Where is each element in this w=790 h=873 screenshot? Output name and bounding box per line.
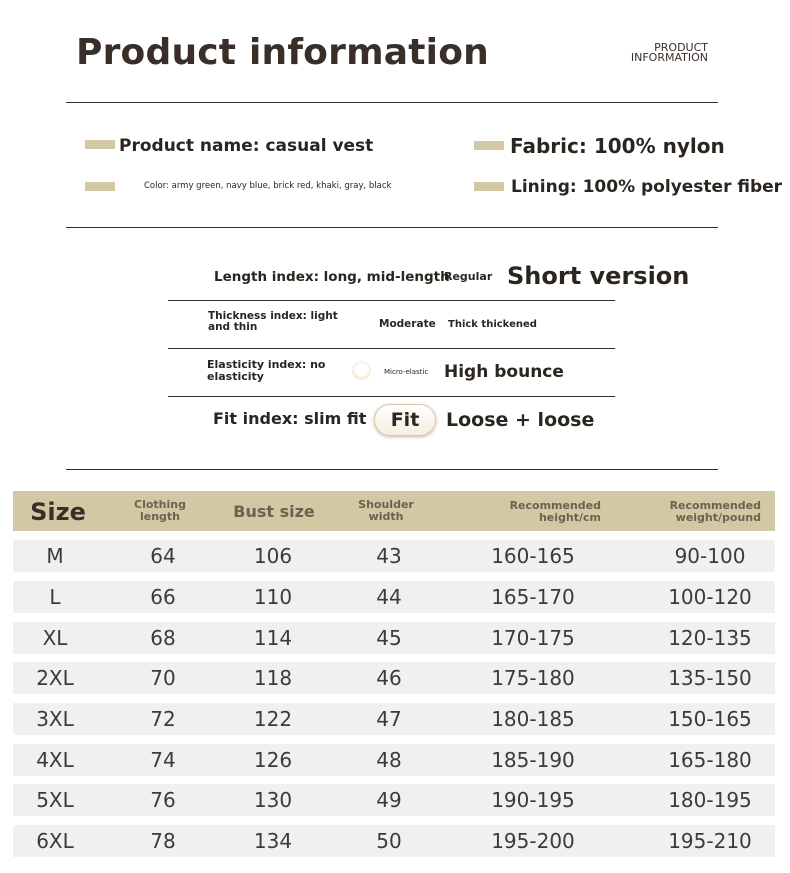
cell-size: 6XL bbox=[36, 829, 74, 853]
index-divider bbox=[168, 348, 615, 349]
cell-bust-size: 130 bbox=[253, 788, 293, 812]
cell-clothing-length: 70 bbox=[150, 666, 176, 690]
header-recommended-weight: Recommended weight/pound bbox=[669, 499, 761, 524]
elasticity-index-label: Elasticity index: no elasticity bbox=[207, 358, 326, 383]
cell-height: 185-190 bbox=[491, 748, 575, 772]
product-lining: Lining: 100% polyester fiber bbox=[511, 177, 783, 197]
elasticity-index-right: High bounce bbox=[444, 362, 564, 382]
selected-indicator-icon bbox=[352, 361, 371, 380]
cell-clothing-length: 76 bbox=[150, 788, 176, 812]
header-shoulder-width: Shoulder width bbox=[358, 498, 414, 523]
cell-shoulder-width: 47 bbox=[376, 707, 402, 731]
divider-middle bbox=[66, 227, 718, 228]
fit-index-selected: Fit bbox=[374, 404, 436, 436]
title-tag bbox=[631, 43, 708, 63]
cell-height: 190-195 bbox=[491, 788, 575, 812]
cell-weight: 180-195 bbox=[668, 788, 752, 812]
cell-bust-size: 106 bbox=[253, 544, 293, 568]
table-row bbox=[13, 703, 775, 735]
cell-clothing-length: 66 bbox=[150, 585, 176, 609]
table-row bbox=[13, 622, 775, 654]
length-index-label: Length index: long, mid-length bbox=[214, 269, 450, 285]
product-colors: Color: army green, navy blue, brick red, khaki, gray, black bbox=[144, 181, 392, 191]
cell-clothing-length: 72 bbox=[150, 707, 176, 731]
cell-weight: 195-210 bbox=[668, 829, 752, 853]
cell-shoulder-width: 46 bbox=[376, 666, 402, 690]
header-recommended-height: Recommended height/cm bbox=[509, 499, 601, 524]
cell-bust-size: 122 bbox=[253, 707, 293, 731]
cell-size: 4XL bbox=[36, 748, 74, 772]
length-index-selected: Short version bbox=[507, 262, 690, 290]
length-index-mid: Regular bbox=[444, 270, 493, 283]
cell-bust-size: 118 bbox=[253, 666, 293, 690]
cell-shoulder-width: 43 bbox=[376, 544, 402, 568]
cell-size: M bbox=[46, 544, 64, 568]
fit-index-right: Loose + loose bbox=[446, 409, 595, 431]
cell-height: 175-180 bbox=[491, 666, 575, 690]
product-fabric: Fabric: 100% nylon bbox=[510, 134, 725, 158]
cell-clothing-length: 64 bbox=[150, 544, 176, 568]
table-row bbox=[13, 825, 775, 857]
header-clothing-length: Clothing length bbox=[134, 498, 186, 523]
thickness-index-mid: Moderate bbox=[379, 318, 436, 330]
bullet-swatch bbox=[85, 182, 115, 191]
index-divider bbox=[168, 300, 615, 301]
cell-clothing-length: 78 bbox=[150, 829, 176, 853]
cell-bust-size: 114 bbox=[253, 626, 293, 650]
title-tag-line2: INFORMATION bbox=[630, 51, 708, 64]
cell-weight: 150-165 bbox=[668, 707, 752, 731]
cell-bust-size: 134 bbox=[253, 829, 293, 853]
header-size: Size bbox=[30, 498, 86, 526]
fit-index-label: Fit index: slim fit bbox=[213, 409, 367, 428]
cell-clothing-length: 74 bbox=[150, 748, 176, 772]
bullet-swatch bbox=[474, 141, 504, 150]
cell-size: XL bbox=[42, 626, 68, 650]
page-title: Product information bbox=[76, 32, 489, 73]
cell-clothing-length: 68 bbox=[150, 626, 176, 650]
table-row bbox=[13, 662, 775, 694]
table-row bbox=[13, 784, 775, 816]
cell-weight: 100-120 bbox=[668, 585, 752, 609]
divider-bottom bbox=[66, 469, 718, 470]
cell-weight: 90-100 bbox=[674, 544, 746, 568]
cell-bust-size: 126 bbox=[253, 748, 293, 772]
cell-shoulder-width: 48 bbox=[376, 748, 402, 772]
cell-height: 165-170 bbox=[491, 585, 575, 609]
cell-shoulder-width: 49 bbox=[376, 788, 402, 812]
cell-weight: 135-150 bbox=[668, 666, 752, 690]
title-tag-line1: PRODUCT bbox=[654, 41, 708, 54]
cell-weight: 120-135 bbox=[668, 626, 752, 650]
cell-size: 2XL bbox=[36, 666, 74, 690]
bullet-swatch bbox=[474, 182, 504, 191]
cell-shoulder-width: 45 bbox=[376, 626, 402, 650]
cell-weight: 165-180 bbox=[668, 748, 752, 772]
cell-shoulder-width: 44 bbox=[376, 585, 402, 609]
elasticity-index-mid: Micro-elastic bbox=[384, 368, 429, 376]
table-row bbox=[13, 744, 775, 776]
cell-shoulder-width: 50 bbox=[376, 829, 402, 853]
table-row bbox=[13, 581, 775, 613]
cell-height: 160-165 bbox=[491, 544, 575, 568]
cell-size: 5XL bbox=[36, 788, 74, 812]
thickness-index-right: Thick thickened bbox=[448, 319, 537, 330]
size-table-header bbox=[13, 491, 775, 531]
cell-height: 170-175 bbox=[491, 626, 575, 650]
index-divider bbox=[168, 396, 615, 397]
cell-height: 195-200 bbox=[491, 829, 575, 853]
cell-size: L bbox=[49, 585, 61, 609]
divider-top bbox=[66, 102, 718, 103]
table-row bbox=[13, 540, 775, 572]
header-bust-size: Bust size bbox=[233, 502, 315, 521]
cell-height: 180-185 bbox=[491, 707, 575, 731]
thickness-index-label: Thickness index: light and thin bbox=[208, 310, 338, 333]
bullet-swatch bbox=[85, 140, 115, 149]
product-name: Product name: casual vest bbox=[119, 136, 374, 156]
cell-bust-size: 110 bbox=[253, 585, 293, 609]
cell-size: 3XL bbox=[36, 707, 74, 731]
